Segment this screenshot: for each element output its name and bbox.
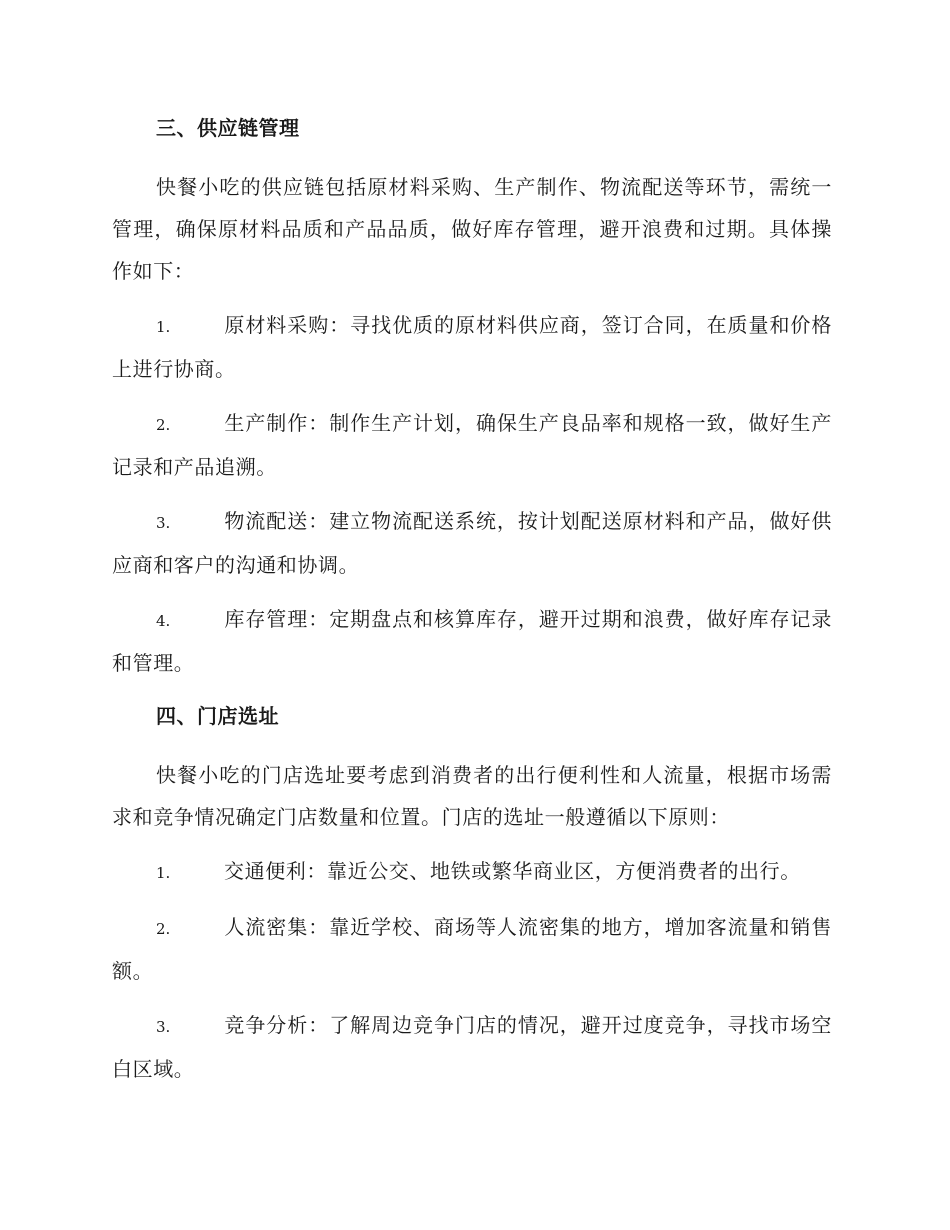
list-item-text: 人流密集：靠近学校、商场等人流密集的地方，增加客流量和销售额。 — [112, 915, 832, 983]
list-item-number: 2. — [156, 416, 171, 434]
section-intro-supply-chain: 快餐小吃的供应链包括原材料采购、生产制作、物流配送等环节，需统一管理，确保原材料品质和产品品质，做好库存管理，避开浪费和过期。具体操作如下： — [112, 175, 832, 283]
list-item — [112, 598, 832, 684]
list-item-text: 库存管理：定期盘点和核算库存，避开过期和浪费，做好库存记录和管理。 — [112, 607, 832, 675]
list-item-number: 2. — [156, 920, 171, 938]
list-item-number: 3. — [156, 1018, 171, 1036]
list-item — [112, 402, 832, 488]
list-item-text: 生产制作：制作生产计划，确保生产良品率和规格一致，做好生产记录和产品追溯。 — [112, 411, 832, 479]
list-item-number: 4. — [156, 612, 171, 630]
list-item — [112, 304, 832, 390]
section-heading-supply-chain: 三、供应链管理 — [156, 116, 300, 140]
list-item — [112, 1004, 832, 1090]
list-item-text: 原材料采购：寻找优质的原材料供应商，签订合同，在质量和价格上进行协商。 — [112, 313, 832, 381]
section-intro-store-location: 快餐小吃的门店选址要考虑到消费者的出行便利性和人流量，根据市场需求和竞争情况确定门店数量和位置。门店的选址一般遵循以下原则： — [112, 763, 832, 829]
list-item-text: 物流配送：建立物流配送系统，按计划配送原材料和产品，做好供应商和客户的沟通和协调。 — [112, 509, 832, 577]
list-item — [112, 500, 832, 586]
list-item-number: 1. — [156, 864, 171, 882]
section-heading-store-location: 四、门店选址 — [156, 704, 279, 728]
list-item-text: 竞争分析：了解周边竞争门店的情况，避开过度竞争，寻找市场空白区域。 — [112, 1013, 832, 1081]
list-item-number: 3. — [156, 514, 171, 532]
list-item — [112, 850, 832, 894]
list-item-text: 交通便利：靠近公交、地铁或繁华商业区，方便消费者的出行。 — [224, 859, 801, 883]
document-page — [112, 108, 832, 1102]
list-item-number: 1. — [156, 318, 171, 336]
list-item — [112, 906, 832, 992]
